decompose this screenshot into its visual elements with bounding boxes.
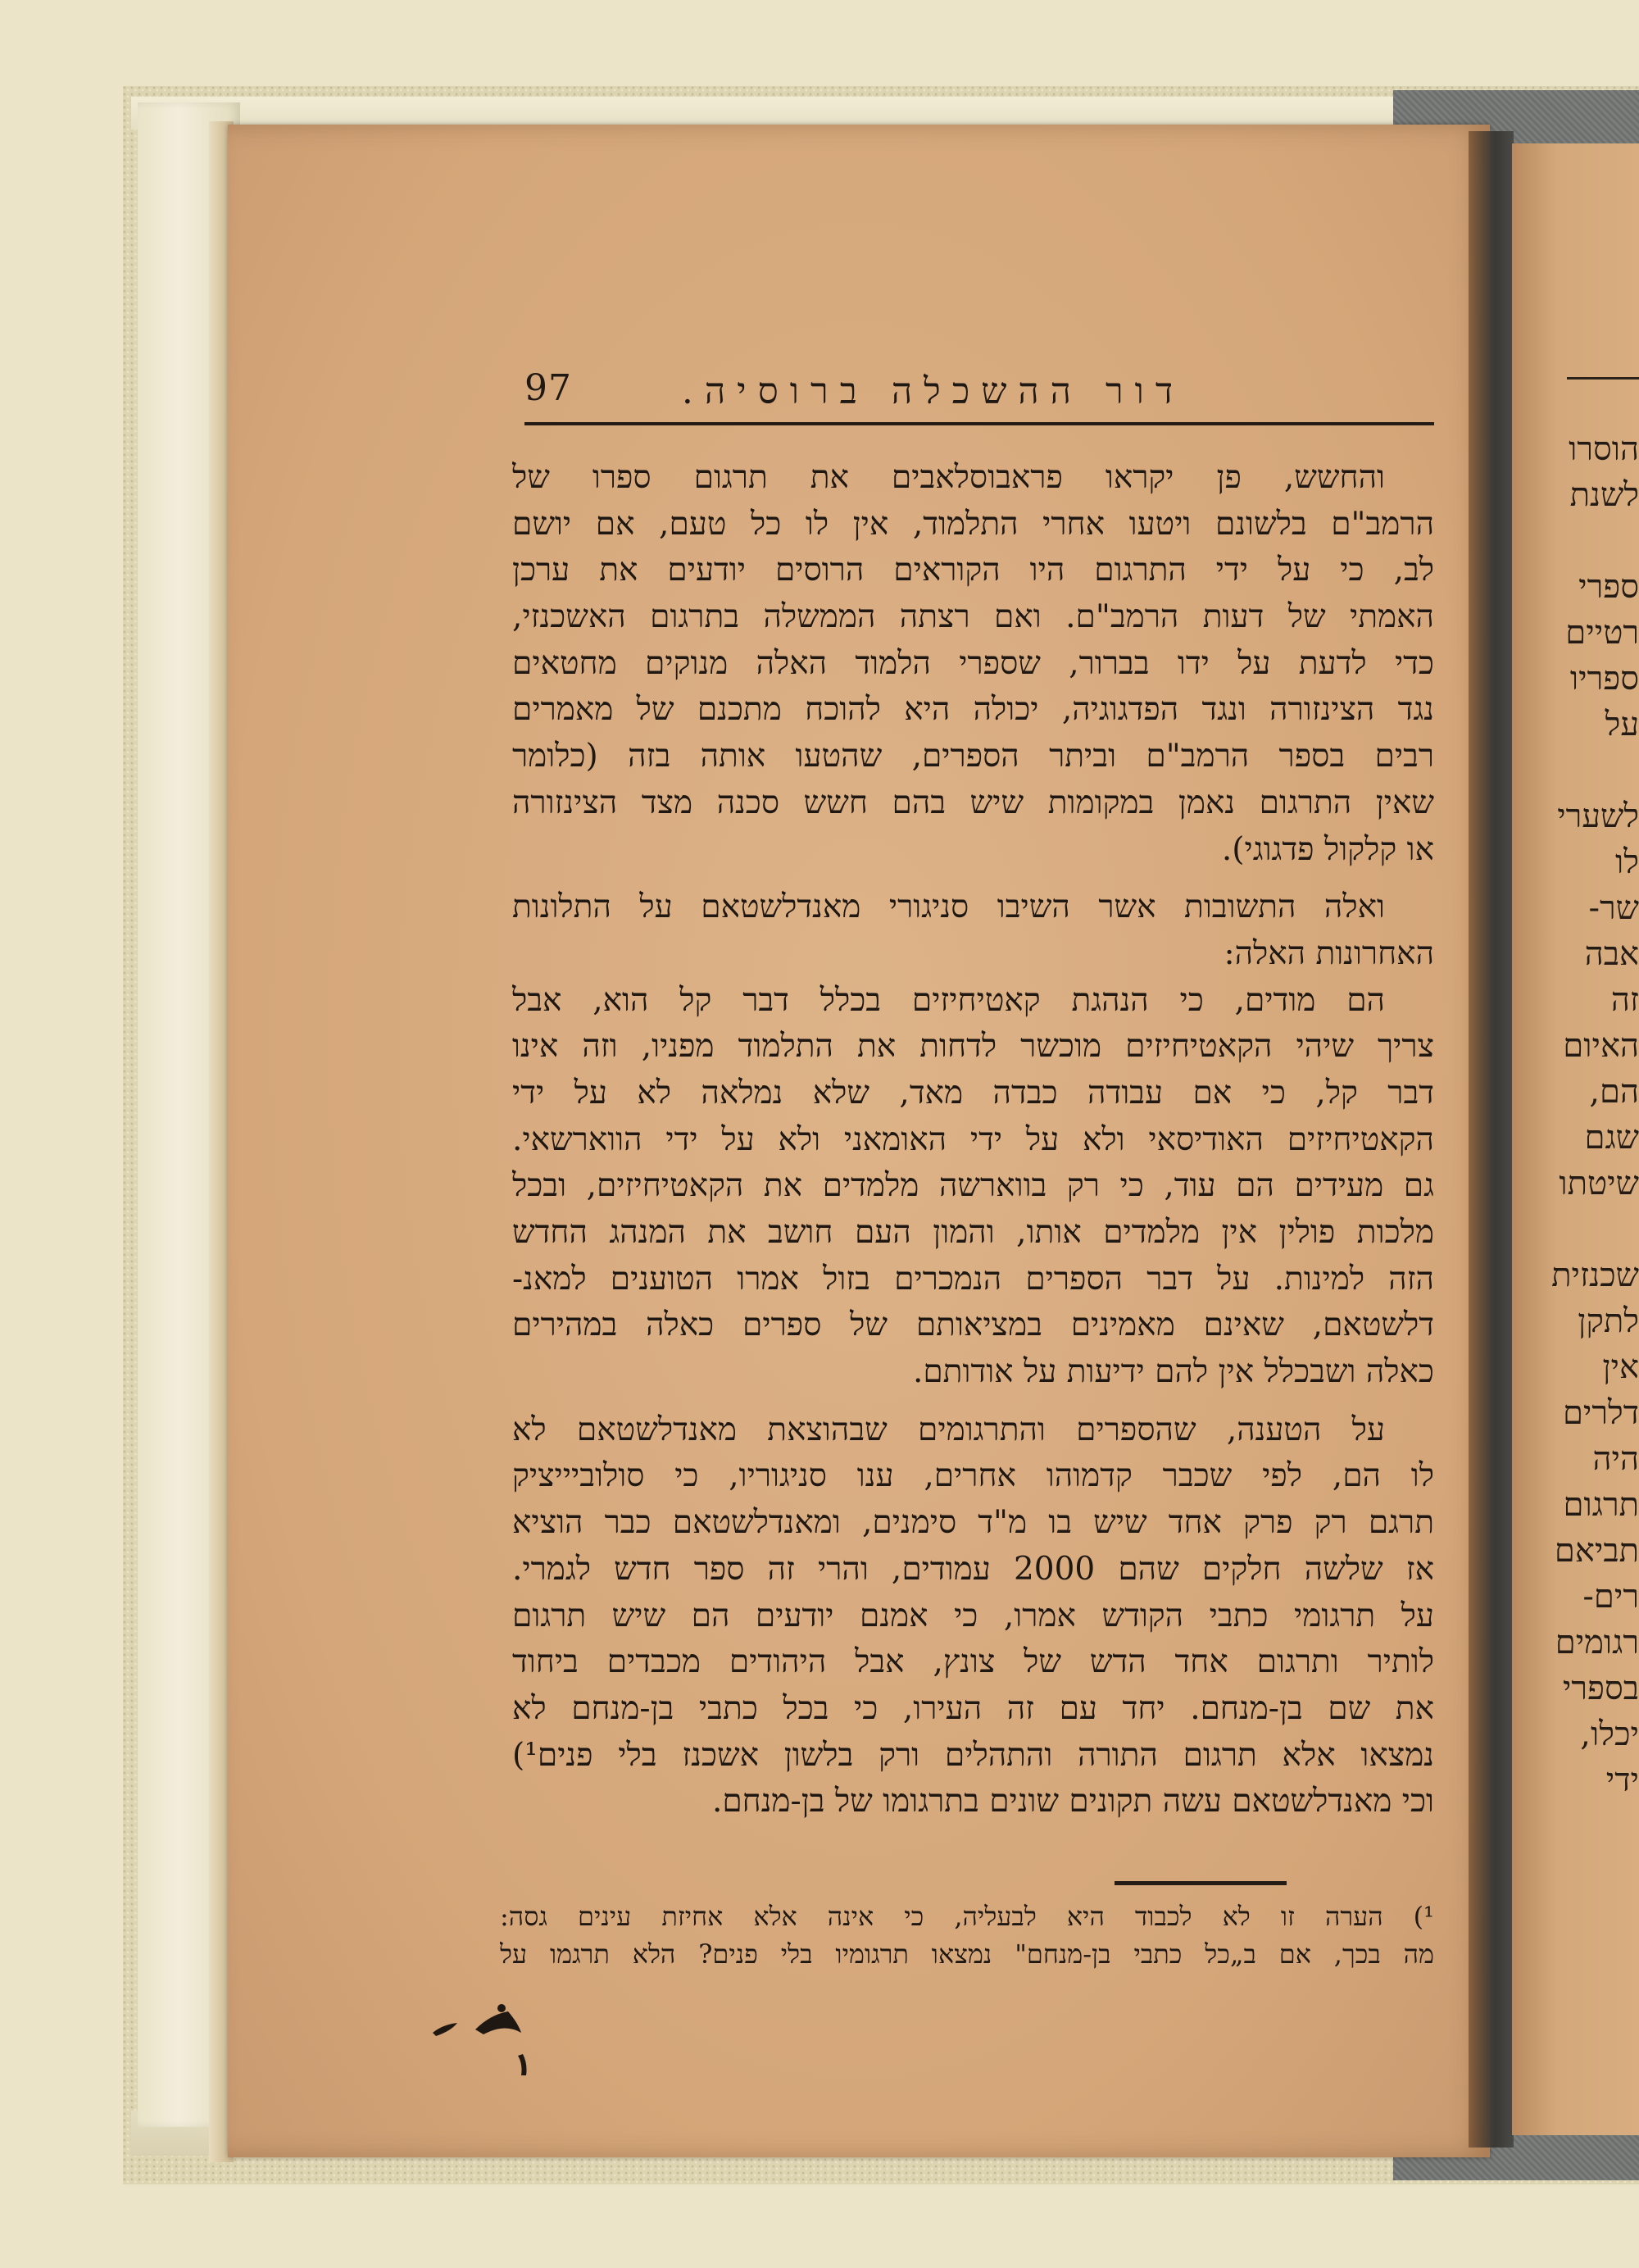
text-line: דלשטאם, שאינם מאמינים במציאותם של ספרים כאלה במהירים	[512, 1307, 1434, 1344]
running-title: דור ההשכלה ברוסיה.	[681, 370, 1184, 412]
facing-text-line: לשנת	[1569, 476, 1639, 514]
text-line: נגד הצינזורה ונגד הפדגוגיה, יכולה היא להוכח מתכנם של מאמרים	[512, 691, 1434, 729]
facing-text-line: דלרים	[1562, 1394, 1639, 1432]
text-line: האחרונות האלה:	[1224, 934, 1434, 972]
facing-text-line: לתקן	[1578, 1302, 1639, 1340]
facing-text-line: הוסרו	[1569, 430, 1639, 468]
header-rule	[524, 422, 1434, 425]
facing-page-text	[1516, 426, 1639, 1803]
paragraph	[512, 1407, 1434, 1825]
text-line: לב, כי על ידי התרגום היו הקוראים הרוסים יודעים את ערכן	[512, 552, 1434, 589]
text-line: מלכות פולין אין מלמדים אותו, והמון העם חושב את המנהג החדש	[512, 1214, 1434, 1251]
text-line: על הטענה, שהספרים והתרגומים שבהוצאת מאנדלשטאם לא	[512, 1411, 1385, 1448]
facing-text-line: לו	[1615, 843, 1639, 881]
facing-text-line: אבה	[1584, 935, 1639, 973]
book-gutter	[1469, 131, 1514, 2148]
footnote-line: מה בכך, אם ב„כל כתבי בן-מנחם" נמצאו תרגומיו בלי פנים? הלא תרגמו על	[500, 1938, 1434, 1970]
facing-text-line: האיום	[1563, 1027, 1639, 1065]
facing-text-line: רגומים	[1555, 1624, 1639, 1661]
facing-text-line: ספרי	[1578, 568, 1639, 606]
text-line: כאלה ושבכלל אין להם ידיעות על אודותם.	[912, 1353, 1434, 1391]
facing-text-line: הם,	[1589, 1073, 1639, 1111]
paragraph-gap	[512, 873, 1434, 884]
footnote-rule	[1115, 1881, 1287, 1885]
facing-text-line: רטיים	[1565, 614, 1639, 652]
facing-text-line: ספריו	[1569, 660, 1639, 698]
text-line: והחשש, פן יקראו פראבוסלאבים את תרגום ספרו של	[512, 459, 1385, 496]
text-line: גם מעידים הם עוד, כי רק בווארשה מלמדים את הקאטיחיזים, ובכל	[512, 1167, 1434, 1205]
paragraph	[512, 455, 1434, 873]
facing-text-line: אין	[1602, 1348, 1639, 1386]
text-line: הזה למינות. על דבר הספרים הנמכרים בזול אמרו הטוענים למאנ-	[512, 1260, 1434, 1298]
text-line: שאין התרגום נאמן במקומות שיש בהם חשש סכנה מצד הצינזורה	[512, 784, 1434, 821]
facing-text-line: תרגום	[1563, 1486, 1639, 1524]
page-number: 97	[524, 367, 572, 409]
facing-page-rule	[1567, 377, 1639, 380]
text-line: ואלה התשובות אשר השיבו סניגורי מאנדלשטאם על התלונות	[512, 889, 1385, 926]
body-text	[512, 455, 1434, 1825]
facing-text-line: זה	[1610, 981, 1639, 1019]
paragraph-gap	[512, 1396, 1434, 1407]
facing-text-line: היה	[1592, 1440, 1639, 1478]
facing-text-line	[1516, 748, 1639, 793]
footnote	[500, 1898, 1434, 1973]
facing-text-line	[1516, 518, 1639, 564]
text-line: את שם בן-מנחם. יחד עם זה העירו, כי בכל כתבי בן-מנחם לא	[512, 1689, 1434, 1727]
facing-text-line: על	[1605, 706, 1639, 743]
text-line: נמצאו אלא תרגום התורה והתהלים ורק בלשון אשכנז בלי פנים¹)	[512, 1736, 1434, 1774]
text-line: הרמב"ם בלשונם ויטעו אחרי התלמוד, אין לו כל טעם, אם יושם	[512, 505, 1434, 543]
text-line: תרגם רק פרק אחד שיש בו מ"ד סימנים, ומאנדלשטאם כבר הוציא	[512, 1504, 1434, 1542]
paragraph	[512, 978, 1434, 1396]
text-line: הם מודים, כי הנהגת קאטיחיזים בכלל דבר קל הוא, אבל	[512, 981, 1385, 1019]
paragraph	[512, 884, 1434, 977]
text-line: האמתי של דעות הרמב"ם. ואם רצתה הממשלה בתרגום האשכנזי,	[512, 598, 1434, 636]
footnote-line: ¹) הערה זו לא לכבוד היא לבעליה, כי אינה אלא אחיזת עינים גסה:	[500, 1901, 1434, 1932]
facing-text-line: תביאם	[1554, 1532, 1639, 1570]
facing-text-line: שיטתו	[1559, 1165, 1639, 1202]
facing-text-line: ידי	[1605, 1761, 1639, 1799]
text-line: וכי מאנדלשטאם עשה תקונים שונים בתרגומו של בן-מנחם.	[711, 1783, 1434, 1820]
facing-text-line	[1516, 1207, 1639, 1252]
text-line: אז שלשה חלקים שהם 2000 עמודים, והרי זה ספר חדש לגמרי.	[512, 1550, 1434, 1588]
facing-text-line: בספרי	[1562, 1670, 1639, 1707]
facing-text-line: רים-	[1582, 1578, 1639, 1616]
pencil-marks	[426, 1975, 582, 2082]
text-line: הקאטיחיזים האודיסאי ולא על ידי האומאני ולא על ידי הווארשאי.	[512, 1120, 1434, 1158]
facing-text-line: יכלו,	[1580, 1716, 1639, 1753]
text-line: או קלקול פדגוגי).	[1221, 830, 1434, 868]
facing-text-line: שר-	[1588, 889, 1639, 927]
facing-text-line: שכנזית	[1551, 1257, 1639, 1294]
text-line: צריך שיהי הקאטיחיזים מוכשר לדחות את התלמוד מפניו, וזה אינו	[512, 1028, 1434, 1066]
text-line: כדי לדעת על ידו בברור, שספרי הלמוד האלה מנוקים מחטאים	[512, 644, 1434, 682]
text-line: דבר קל, כי אם עבודה כבדה מאד, שלא נמלאה לא על ידי	[512, 1074, 1434, 1111]
facing-text-line: לשערי	[1557, 798, 1639, 835]
text-line: רבים בספר הרמב"ם וביתר הספרים, שהטעו אותה בזה (כלומר	[512, 738, 1434, 775]
text-line: על תרגומי כתבי הקודש אמרו, כי אמנם יודעים הם שיש תרגום	[512, 1597, 1434, 1634]
facing-text-line: שגם	[1584, 1119, 1639, 1157]
text-line: לותיר ותרגום אחד הדש של צונץ, אבל היהודים מכבדים ביחוד	[512, 1643, 1434, 1681]
text-line: לו הם, לפי שכבר קדמוהו אחרים, ענו סניגוריו, כי סולוביייציק	[512, 1457, 1434, 1495]
